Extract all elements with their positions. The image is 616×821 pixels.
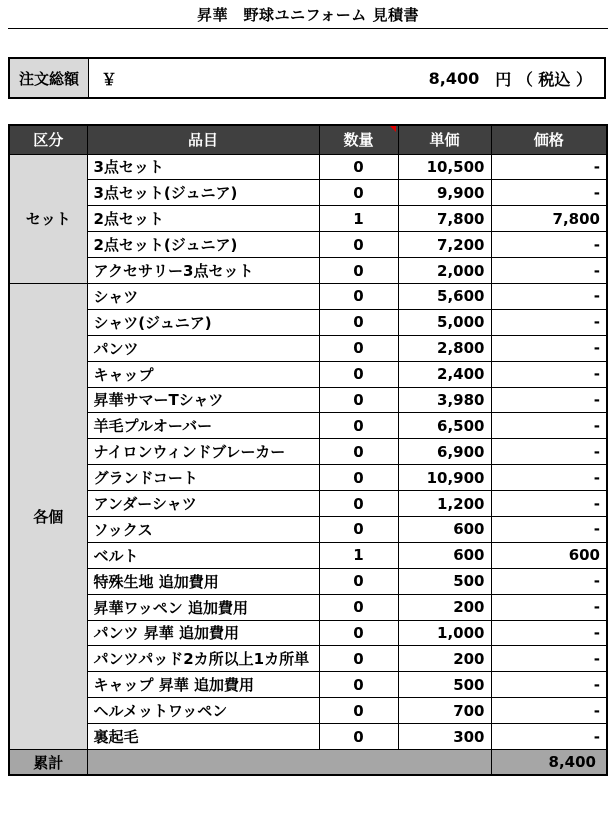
unit-price-cell[interactable]: 200 xyxy=(398,646,491,672)
price-cell[interactable]: - xyxy=(491,361,607,387)
order-total-amount: 8,400 xyxy=(428,68,480,88)
unit-price-cell[interactable]: 5,000 xyxy=(398,309,491,335)
quantity-cell[interactable]: 0 xyxy=(319,620,398,646)
item-cell[interactable]: ベルト xyxy=(87,542,319,568)
cumulative-total-label: 累計 xyxy=(9,749,87,775)
item-cell[interactable]: ナイロンウィンドブレーカー xyxy=(87,439,319,465)
table-row xyxy=(9,646,607,672)
table-row xyxy=(9,465,607,491)
table-row xyxy=(9,387,607,413)
header-unit-price: 単価 xyxy=(398,125,491,154)
quantity-cell[interactable]: 0 xyxy=(319,672,398,698)
order-total-value[interactable] xyxy=(89,59,604,97)
item-cell[interactable]: 3点セット(ジュニア) xyxy=(87,180,319,206)
table-row xyxy=(9,491,607,517)
unit-price-cell[interactable]: 500 xyxy=(398,672,491,698)
unit-price-cell[interactable]: 200 xyxy=(398,594,491,620)
quantity-cell[interactable]: 0 xyxy=(319,413,398,439)
category-cell[interactable]: セット xyxy=(9,154,87,283)
table-row xyxy=(9,232,607,258)
cumulative-total-value[interactable]: 8,400 xyxy=(491,749,607,775)
quantity-cell[interactable]: 0 xyxy=(319,335,398,361)
item-cell[interactable]: キャップ 昇華 追加費用 xyxy=(87,672,319,698)
unit-price-cell[interactable]: 10,500 xyxy=(398,154,491,180)
title-divider xyxy=(8,28,608,29)
unit-price-cell[interactable]: 600 xyxy=(398,516,491,542)
quantity-cell[interactable]: 1 xyxy=(319,206,398,232)
item-cell[interactable]: グランドコート xyxy=(87,465,319,491)
order-total-amount-group xyxy=(429,67,592,90)
price-cell[interactable]: - xyxy=(491,491,607,517)
item-cell[interactable]: 2点セット xyxy=(87,206,319,232)
unit-price-cell[interactable]: 6,900 xyxy=(398,439,491,465)
currency-symbol: ￥ xyxy=(101,69,118,89)
price-cell[interactable]: - xyxy=(491,439,607,465)
price-cell[interactable]: - xyxy=(491,698,607,724)
item-cell[interactable]: パンツパッド2カ所以上1カ所単 xyxy=(87,646,319,672)
price-cell[interactable]: - xyxy=(491,413,607,439)
item-cell[interactable]: シャツ xyxy=(87,283,319,309)
header-item: 品目 xyxy=(87,125,319,154)
header-category: 区分 xyxy=(9,125,87,154)
table-row xyxy=(9,516,607,542)
unit-price-cell[interactable]: 500 xyxy=(398,568,491,594)
unit-price-cell[interactable]: 7,800 xyxy=(398,206,491,232)
unit-price-cell[interactable]: 2,400 xyxy=(398,361,491,387)
header-quantity xyxy=(319,125,398,154)
order-total-box xyxy=(8,57,606,99)
table-row xyxy=(9,620,607,646)
price-cell[interactable]: - xyxy=(491,258,607,284)
unit-price-cell[interactable]: 2,800 xyxy=(398,335,491,361)
table-row xyxy=(9,361,607,387)
quantity-cell[interactable]: 0 xyxy=(319,180,398,206)
order-total-label: 注文総額 xyxy=(10,59,89,97)
unit-price-cell[interactable]: 10,900 xyxy=(398,465,491,491)
quantity-cell[interactable]: 0 xyxy=(319,491,398,517)
price-cell[interactable]: - xyxy=(491,724,607,750)
table-row xyxy=(9,439,607,465)
price-cell[interactable]: 600 xyxy=(491,542,607,568)
table-row xyxy=(9,180,607,206)
item-cell[interactable]: 羊毛プルオーバー xyxy=(87,413,319,439)
unit-price-cell[interactable]: 9,900 xyxy=(398,180,491,206)
quantity-cell[interactable]: 0 xyxy=(319,594,398,620)
quantity-cell[interactable]: 0 xyxy=(319,387,398,413)
price-cell[interactable]: - xyxy=(491,594,607,620)
quantity-cell[interactable]: 0 xyxy=(319,361,398,387)
unit-price-cell[interactable]: 5,600 xyxy=(398,283,491,309)
quantity-cell[interactable]: 0 xyxy=(319,465,398,491)
item-cell[interactable]: 昇華サマーTシャツ xyxy=(87,387,319,413)
table-row xyxy=(9,698,607,724)
item-cell[interactable]: アクセサリー3点セット xyxy=(87,258,319,284)
quantity-cell[interactable]: 0 xyxy=(319,439,398,465)
price-cell[interactable]: - xyxy=(491,232,607,258)
unit-price-cell[interactable]: 1,200 xyxy=(398,491,491,517)
table-row xyxy=(9,335,607,361)
item-cell[interactable]: 3点セット xyxy=(87,154,319,180)
order-total-unit: 円 （ 税込 ） xyxy=(495,69,592,89)
price-cell[interactable]: - xyxy=(491,283,607,309)
quantity-cell[interactable]: 0 xyxy=(319,232,398,258)
table-row xyxy=(9,283,607,309)
table-row xyxy=(9,594,607,620)
price-cell[interactable]: - xyxy=(491,465,607,491)
header-quantity-label: 数量 xyxy=(343,131,374,150)
cumulative-total-spacer xyxy=(87,749,491,775)
price-cell[interactable]: - xyxy=(491,309,607,335)
quantity-cell[interactable]: 0 xyxy=(319,154,398,180)
quantity-cell[interactable]: 0 xyxy=(319,724,398,750)
quantity-cell[interactable]: 1 xyxy=(319,542,398,568)
price-cell[interactable]: - xyxy=(491,180,607,206)
price-cell[interactable]: - xyxy=(491,672,607,698)
price-cell[interactable]: - xyxy=(491,387,607,413)
table-row xyxy=(9,206,607,232)
quantity-cell[interactable]: 0 xyxy=(319,283,398,309)
item-cell[interactable]: キャップ xyxy=(87,361,319,387)
quantity-cell[interactable]: 0 xyxy=(319,309,398,335)
price-cell[interactable]: - xyxy=(491,516,607,542)
table-row xyxy=(9,413,607,439)
estimate-table xyxy=(8,124,608,776)
table-body xyxy=(9,154,607,749)
unit-price-cell[interactable]: 3,980 xyxy=(398,387,491,413)
unit-price-cell[interactable]: 600 xyxy=(398,542,491,568)
table-row xyxy=(9,542,607,568)
price-cell[interactable]: - xyxy=(491,620,607,646)
unit-price-cell[interactable]: 7,200 xyxy=(398,232,491,258)
quantity-cell[interactable]: 0 xyxy=(319,258,398,284)
item-cell[interactable]: ソックス xyxy=(87,516,319,542)
unit-price-cell[interactable]: 300 xyxy=(398,724,491,750)
table-row xyxy=(9,154,607,180)
item-cell[interactable]: 裏起毛 xyxy=(87,724,319,750)
item-cell[interactable]: パンツ 昇華 追加費用 xyxy=(87,620,319,646)
document-title: 昇華 野球ユニフォーム 見積書 xyxy=(197,6,419,24)
item-cell[interactable]: シャツ(ジュニア) xyxy=(87,309,319,335)
price-cell[interactable]: - xyxy=(491,154,607,180)
price-cell[interactable]: - xyxy=(491,646,607,672)
quantity-cell[interactable]: 0 xyxy=(319,698,398,724)
table-row xyxy=(9,672,607,698)
item-cell[interactable]: 2点セット(ジュニア) xyxy=(87,232,319,258)
unit-price-cell[interactable]: 2,000 xyxy=(398,258,491,284)
price-cell[interactable]: 7,800 xyxy=(491,206,607,232)
table-row xyxy=(9,724,607,750)
item-cell[interactable]: アンダーシャツ xyxy=(87,491,319,517)
item-cell[interactable]: パンツ xyxy=(87,335,319,361)
table-row xyxy=(9,258,607,284)
item-cell[interactable]: 昇華ワッペン 追加費用 xyxy=(87,594,319,620)
quantity-cell[interactable]: 0 xyxy=(319,516,398,542)
unit-price-cell[interactable]: 1,000 xyxy=(398,620,491,646)
price-cell[interactable]: - xyxy=(491,568,607,594)
price-cell[interactable]: - xyxy=(491,335,607,361)
header-price: 価格 xyxy=(491,125,607,154)
quantity-cell[interactable]: 0 xyxy=(319,568,398,594)
item-cell[interactable]: ヘルメットワッペン xyxy=(87,698,319,724)
unit-price-cell[interactable]: 700 xyxy=(398,698,491,724)
table-row xyxy=(9,568,607,594)
table-row xyxy=(9,309,607,335)
category-cell[interactable]: 各個 xyxy=(9,283,87,749)
cumulative-total-row xyxy=(9,749,607,775)
quantity-cell[interactable]: 0 xyxy=(319,646,398,672)
item-cell[interactable]: 特殊生地 追加費用 xyxy=(87,568,319,594)
table-header-row xyxy=(9,125,607,154)
unit-price-cell[interactable]: 6,500 xyxy=(398,413,491,439)
comment-indicator-icon[interactable] xyxy=(390,126,396,132)
